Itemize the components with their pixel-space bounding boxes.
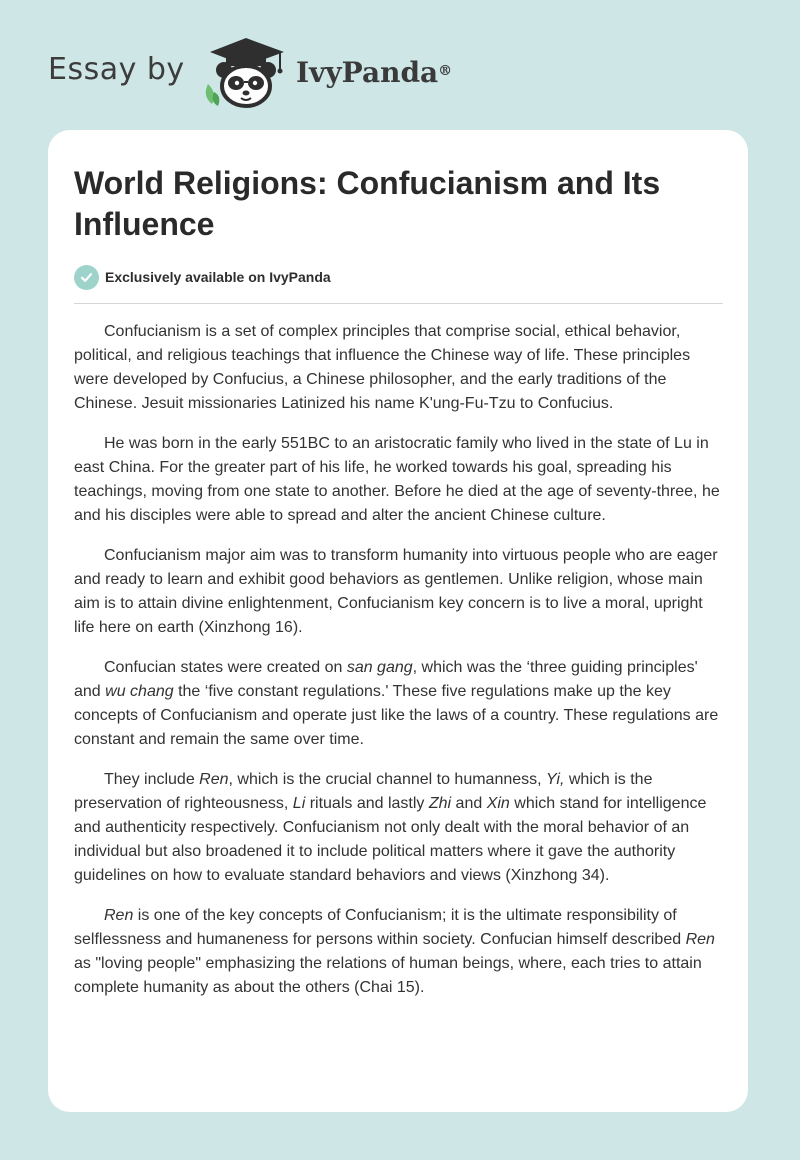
essay-paragraph: [74, 768, 726, 888]
site-header: [0, 0, 800, 130]
italic-term: Li: [292, 795, 306, 812]
essay-body: [74, 320, 726, 1016]
registered-mark: ®: [438, 63, 453, 79]
italic-term: wu chang: [105, 683, 174, 700]
essay-paragraph: [74, 432, 726, 528]
paragraph-text: Confucianism is a set of complex principles that comprise social, ethical behavior, political, and religious teachings that influence the Chinese way of life. These principles were developed by Confucius, a Chinese philosopher, and the early traditions of the Chinese. Jesuit missionaries Latinized his name K'ung-Fu-Tzu to Confucius.: [74, 323, 691, 412]
paragraph-text: the ‘five constant regulations.' These five regulations make up the key concepts of Confucianism and operate just like the laws of a country. These regulations are constant and remain the same over time.: [74, 683, 719, 748]
italic-term: Ren: [685, 931, 715, 948]
essay-paragraph: [74, 544, 726, 640]
exclusive-label: Exclusively available on IvyPanda: [105, 269, 331, 285]
paragraph-text: They include: [104, 771, 200, 788]
panda-graduate-icon[interactable]: [200, 36, 292, 110]
brand-name-text: IvyPanda: [296, 56, 439, 89]
italic-term: Xin: [486, 795, 510, 812]
essay-card: [48, 130, 748, 1112]
paragraph-text: which stand for intelligence and authenticity respectively. Confucianism not only dealt with the moral behavior of an individual but also broadened it to include political matters where it gave the authority guidelines on how to evaluate standard behaviors and views (Xinzhong 34).: [74, 795, 707, 884]
essay-by-label: Essay by: [48, 52, 185, 87]
paragraph-text: rituals and lastly: [305, 795, 429, 812]
paragraph-text: Confucianism major aim was to transform humanity into virtuous people who are eager and ready to learn and exhibit good behaviors as gentlemen. Unlike religion, whose main aim is to attain divine enlightenment, Confucianism key concern is to live a moral, upright life here on earth (Xinzhong 16).: [74, 547, 718, 636]
paragraph-text: is one of the key concepts of Confucianism; it is the ultimate responsibility of selflessness and humaneness for persons within society. Confucian himself described: [74, 907, 686, 948]
paragraph-text: and: [451, 795, 487, 812]
check-circle-icon: [74, 265, 99, 290]
italic-term: Ren: [199, 771, 229, 788]
paragraph-text: , which is the crucial channel to humanness,: [228, 771, 547, 788]
paragraph-text: Confucian states were created on: [104, 659, 347, 676]
divider: [74, 303, 723, 304]
italic-term: Yi,: [546, 771, 565, 788]
paragraph-text: which is the preservation of righteousness,: [74, 771, 653, 812]
paragraph-text: , which was the ‘three guiding principles' and: [74, 659, 698, 700]
essay-paragraph: [74, 904, 726, 1000]
exclusive-badge: [74, 264, 331, 290]
italic-term: Ren: [104, 907, 134, 924]
essay-paragraph: [74, 656, 726, 752]
essay-title: World Religions: Confucianism and Its Influence: [74, 165, 661, 242]
paragraph-text: as "loving people" emphasizing the relations of human beings, where, each tries to attain complete humanity as about the others (Chai 15).: [74, 955, 702, 996]
brand-name[interactable]: [296, 56, 452, 90]
italic-term: Zhi: [428, 795, 452, 812]
paragraph-text: He was born in the early 551BC to an aristocratic family who lived in the state of Lu in east China. For the greater part of his life, he worked towards his goal, spreading his teachings, moving from one state to another. Before he died at the age of seventy-three, he and his disciples were able to spread and alter the ancient Chinese culture.: [74, 435, 720, 524]
essay-paragraph: [74, 320, 726, 416]
italic-term: san gang: [346, 659, 413, 676]
